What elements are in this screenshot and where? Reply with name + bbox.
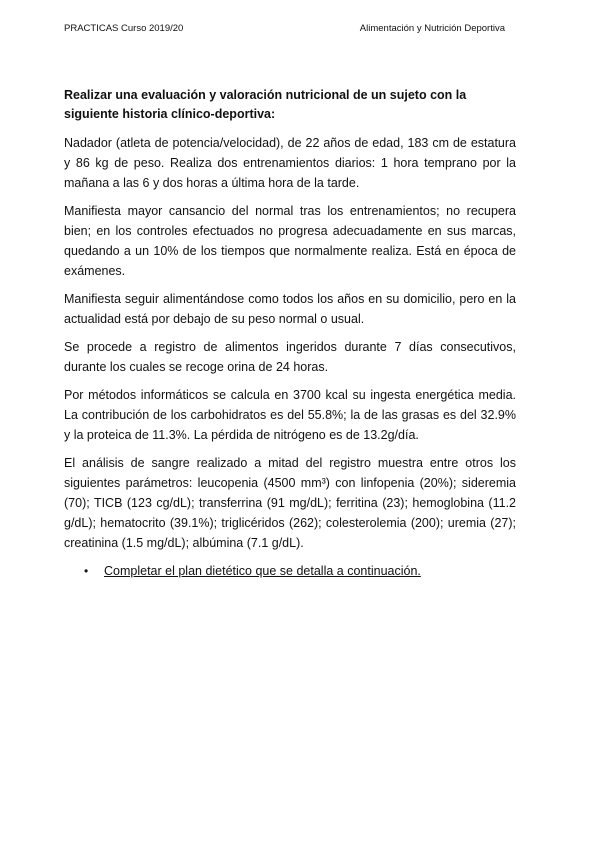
task-bullet	[64, 561, 516, 581]
paragraph-blood-analysis: El análisis de sangre realizado a mitad del registro muestra entre otros los siguientes parámetros: leucopenia (4500 mm³) con linfopenia (20%); sideremia (70); TICB (123 cg/dL); transferrina (91 mg/dL); ferritina (23); hemoglobina (11.2 g/dL); hematocrito (39.1%); triglicéridos (262); colesterolemia (200); uremia (27); creatinina (1.5 mg/dL); albúmina (7.1 g/dL).	[64, 456, 516, 550]
document-body	[64, 86, 516, 581]
paragraph-symptoms: Manifiesta mayor cansancio del normal tras los entrenamientos; no recupera bien; en los controles efectuados no progresa adecuadamente en sus marcas, quedando a un 10% de los tiempos que normalmente realiza. Está en época de exámenes.	[64, 204, 516, 278]
exercise-title: Realizar una evaluación y valoración nutricional de un sujeto con la siguiente historia clínico-deportiva:	[64, 88, 467, 121]
paragraph-energy-intake: Por métodos informáticos se calcula en 3700 kcal su ingesta energética media. La contribución de los carbohidratos es del 55.8%; la de las grasas es del 32.9% y la proteica de 11.3%. La pérdida de nitrógeno es de 13.2g/día.	[64, 388, 516, 442]
header-subject: Alimentación y Nutrición Deportiva	[359, 23, 505, 34]
paragraph-diet-habits: Manifiesta seguir alimentándose como todos los años en su domicilio, pero en la actualidad está por debajo de su peso normal o usual.	[64, 292, 516, 326]
header-course: PRACTICAS Curso 2019/20	[64, 23, 184, 34]
paragraph-athlete-profile: Nadador (atleta de potencia/velocidad), de 22 años de edad, 183 cm de estatura y 86 kg de peso. Realiza dos entrenamientos diarios: 1 hora temprano por la mañana a las 6 y dos horas a última hora de la tarde.	[64, 136, 516, 190]
page-header	[64, 23, 505, 34]
task-instruction: Completar el plan dietético que se detalla a continuación.	[104, 564, 421, 578]
paragraph-food-record: Se procede a registro de alimentos ingeridos durante 7 días consecutivos, durante los cuales se recoge orina de 24 horas.	[64, 340, 516, 374]
bullet-icon: •	[84, 564, 89, 578]
